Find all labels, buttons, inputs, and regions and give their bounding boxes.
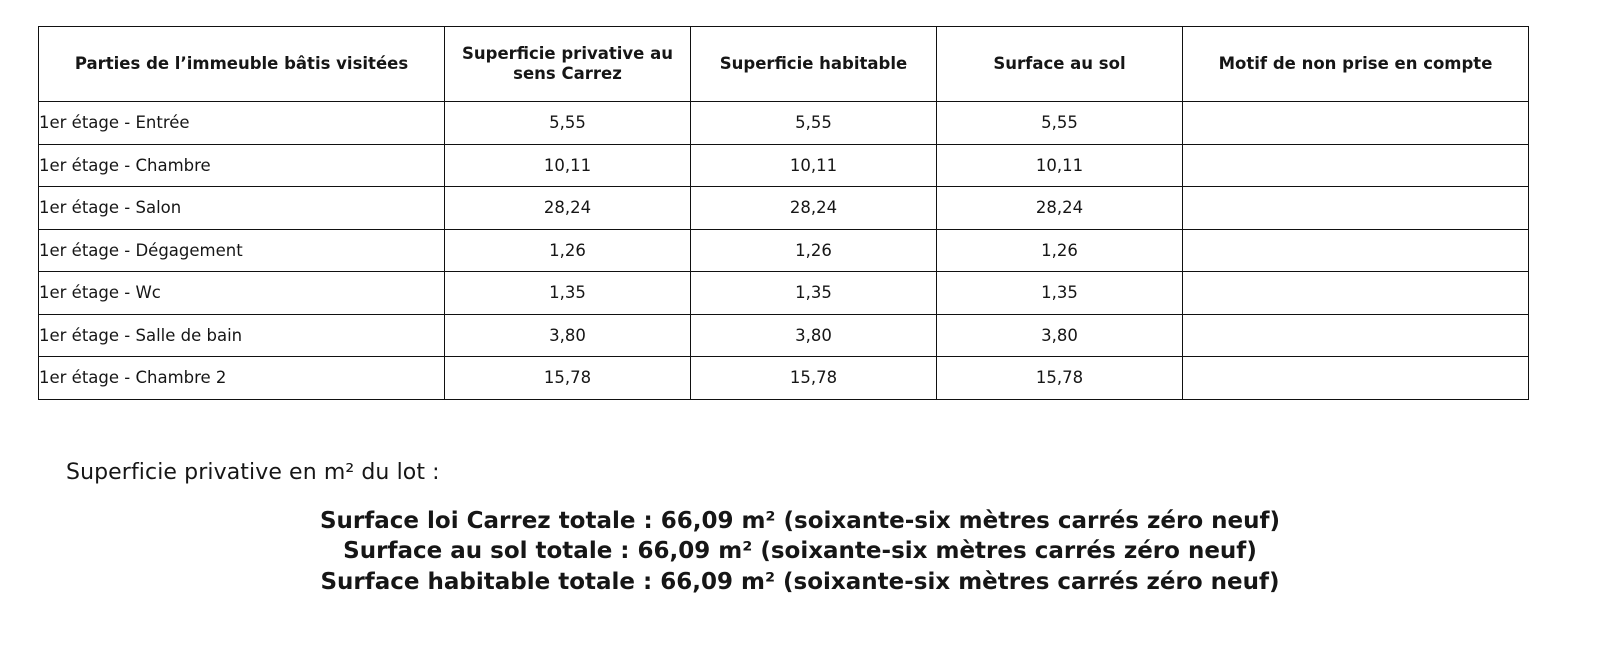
table-row [39, 187, 1529, 230]
cell-sol: 1,26 [937, 229, 1183, 272]
cell-partie: 1er étage - Wc [39, 272, 445, 315]
cell-sol: 10,11 [937, 144, 1183, 187]
cell-motif [1183, 357, 1529, 400]
cell-carrez: 10,11 [445, 144, 691, 187]
cell-sol: 5,55 [937, 102, 1183, 145]
cell-habitable: 5,55 [691, 102, 937, 145]
cell-motif [1183, 229, 1529, 272]
table-row [39, 272, 1529, 315]
table-row [39, 229, 1529, 272]
cell-sol: 28,24 [937, 187, 1183, 230]
column-header-carrez: Superficie privative au sens Carrez [445, 27, 691, 102]
cell-motif [1183, 187, 1529, 230]
table-row [39, 357, 1529, 400]
table-body [39, 102, 1529, 400]
cell-habitable: 10,11 [691, 144, 937, 187]
cell-partie: 1er étage - Chambre [39, 144, 445, 187]
cell-motif [1183, 102, 1529, 145]
column-header-sol: Surface au sol [937, 27, 1183, 102]
cell-partie: 1er étage - Entrée [39, 102, 445, 145]
total-carrez-line: Surface loi Carrez totale : 66,09 m² (soixante-six mètres carrés zéro neuf) [319, 508, 1281, 534]
totals-block [0, 506, 1600, 597]
cell-habitable: 1,26 [691, 229, 937, 272]
cell-habitable: 1,35 [691, 272, 937, 315]
cell-motif [1183, 314, 1529, 357]
table-row [39, 144, 1529, 187]
table-header-row [39, 27, 1529, 102]
cell-sol: 3,80 [937, 314, 1183, 357]
total-habitable-line: Surface habitable totale : 66,09 m² (soixante-six mètres carrés zéro neuf) [320, 568, 1280, 595]
column-header-partie: Parties de l’immeuble bâtis visitées [39, 27, 445, 102]
cell-carrez: 3,80 [445, 314, 691, 357]
column-header-motif: Motif de non prise en compte [1183, 27, 1529, 102]
cell-carrez: 15,78 [445, 357, 691, 400]
cell-partie: 1er étage - Salon [39, 187, 445, 230]
carrez-table-container [38, 26, 1528, 400]
cell-sol: 15,78 [937, 357, 1183, 400]
cell-motif [1183, 272, 1529, 315]
cell-motif [1183, 144, 1529, 187]
total-sol-line: Surface au sol totale : 66,09 m² (soixante-six mètres carrés zéro neuf) [343, 538, 1257, 565]
cell-carrez: 1,35 [445, 272, 691, 315]
lot-surface-label: Superficie privative en m² du lot : [66, 460, 440, 485]
table-row [39, 102, 1529, 145]
table-row [39, 314, 1529, 357]
cell-carrez: 5,55 [445, 102, 691, 145]
cell-habitable: 15,78 [691, 357, 937, 400]
cell-partie: 1er étage - Chambre 2 [39, 357, 445, 400]
column-header-habitable: Superficie habitable [691, 27, 937, 102]
cell-sol: 1,35 [937, 272, 1183, 315]
cell-carrez: 1,26 [445, 229, 691, 272]
cell-carrez: 28,24 [445, 187, 691, 230]
cell-partie: 1er étage - Salle de bain [39, 314, 445, 357]
cell-habitable: 28,24 [691, 187, 937, 230]
cell-partie: 1er étage - Dégagement [39, 229, 445, 272]
table-header [39, 27, 1529, 102]
carrez-measurements-table [38, 26, 1529, 400]
cell-habitable: 3,80 [691, 314, 937, 357]
